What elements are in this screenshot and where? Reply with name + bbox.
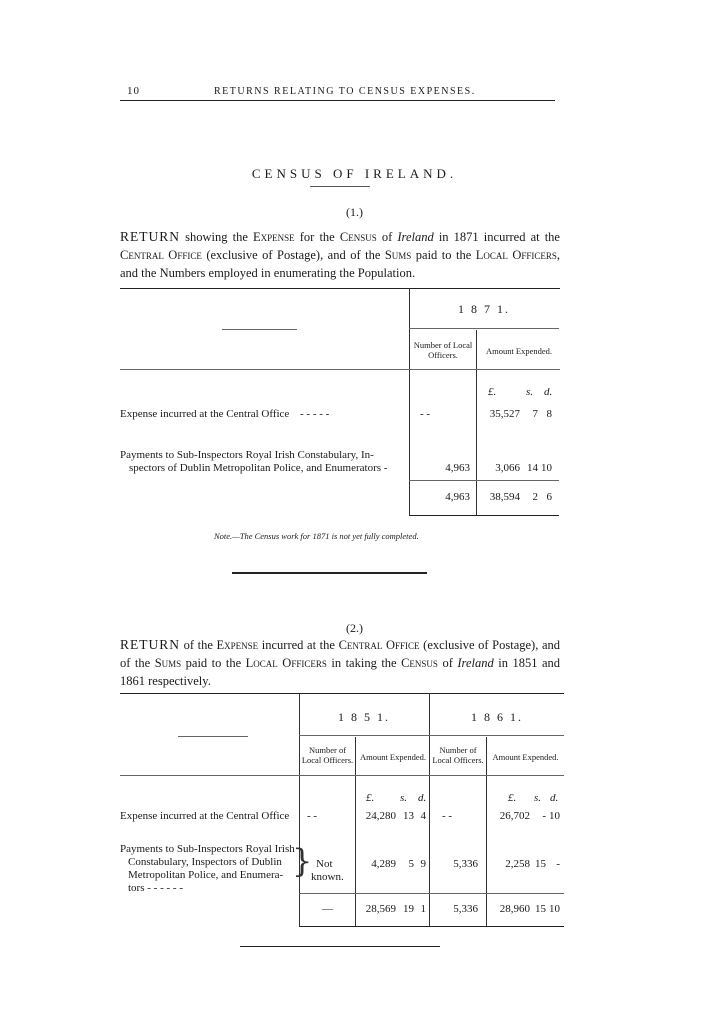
table1-row1-number: - - <box>420 408 431 420</box>
table2-total-n1851: — <box>322 903 333 915</box>
table2-row2-not-known-2: known. <box>311 871 344 883</box>
table2-vline-4 <box>486 737 487 926</box>
table1-top-rule <box>120 288 560 289</box>
table2-row2-l1851: 4,289 <box>371 858 396 870</box>
table1-row2-label-line1: Payments to Sub-Inspectors Royal Irish Constabulary, In- <box>120 449 374 461</box>
footer-rule <box>240 946 440 947</box>
table2-top-rule <box>120 693 564 694</box>
table2-col-amount-1861: Amount Expended. <box>492 752 559 762</box>
table1-stub-rule <box>222 329 297 330</box>
page-title: CENSUS OF IRELAND. <box>251 166 458 181</box>
table2-vline-2 <box>355 737 356 926</box>
table2-stub-rule <box>178 736 248 737</box>
table2-unit-s-1851: s. <box>400 792 408 804</box>
table2-total-l1851: 28,569 <box>365 903 396 915</box>
table2-row1-n1861: - - <box>442 810 453 822</box>
table1-total-rule <box>409 480 559 481</box>
table2-unit-d-1851: d. <box>418 792 427 804</box>
table1-vline-2 <box>476 330 477 516</box>
table2-total-s1851: 19 <box>403 903 414 915</box>
section1-number: (1.) <box>346 205 363 219</box>
table2-row2-label-line3: Metropolitan Police, and Enumera- <box>128 869 284 881</box>
title-rule <box>310 186 370 187</box>
section1-note: Note.—The Census work for 1871 is not yet fully completed. <box>214 531 419 541</box>
table2-year-1851: 1 8 5 1. <box>338 710 390 724</box>
table1-row2-l: 3,066 <box>495 462 520 474</box>
table1-vline-1 <box>409 288 410 516</box>
table2-row1-l1861: 26,702 <box>499 810 530 822</box>
table2-year-1861: 1 8 6 1. <box>471 710 523 724</box>
header-rule <box>120 100 555 101</box>
table2-vline-3 <box>429 693 430 926</box>
row2-brace: } <box>292 842 313 880</box>
table2-total-n1861: 5,336 <box>453 903 478 915</box>
table2-row2-n1861: 5,336 <box>453 858 478 870</box>
table2-row1-n1851: - - <box>307 810 318 822</box>
table2-header-rule <box>120 775 564 776</box>
table2-col-number-1861: Number of Local Officers. <box>432 745 484 765</box>
table2-row1-s1861: - <box>542 810 546 822</box>
table2-row2-not-known-1: Not <box>316 858 333 870</box>
table2-row2-d1851: 9 <box>420 858 426 870</box>
table1-row1-leaders: - - - - - <box>300 408 330 420</box>
table1-unit-s: s. <box>526 386 534 398</box>
table2-vline-1 <box>299 693 300 926</box>
table1-total-s: 2 <box>532 491 538 503</box>
table1-row2-number: 4,963 <box>445 462 470 474</box>
table1-row2-s: 14 <box>527 462 538 474</box>
table2-col-number-1851: Number of Local Officers. <box>301 745 354 765</box>
table1-col-amount: Amount Expended. <box>485 346 553 356</box>
table2-row2-label-line2: Constabulary, Inspectors of Dublin <box>128 856 282 868</box>
table1-year: 1 8 7 1. <box>458 302 510 316</box>
table2-total-d1851: 1 <box>420 903 426 915</box>
table1-total-d: 6 <box>546 491 552 503</box>
table1-row1-s: 7 <box>532 408 538 420</box>
table2-row2-d1861: - <box>556 858 560 870</box>
table2-col-amount-1851: Amount Expended. <box>359 752 427 762</box>
table2-row2-label-line1: Payments to Sub-Inspectors Royal Irish <box>120 843 295 855</box>
table1-row1-l: 35,527 <box>489 408 520 420</box>
table1-row2-label-line2: spectors of Dublin Metropolitan Police, and Enumerators - <box>129 462 388 474</box>
table2-bottom-rule <box>299 926 564 927</box>
table2-row1-d1851: 4 <box>420 810 426 822</box>
table2-row2-label-line4: tors - - - - - - <box>128 882 183 894</box>
table1-unit-d: d. <box>544 386 553 398</box>
table2-unit-l-1851: £. <box>366 792 375 804</box>
table2-total-d1861: 10 <box>549 903 560 915</box>
table1-year-rule <box>409 328 559 329</box>
table1-total-number: 4,963 <box>445 491 470 503</box>
table2-total-rule <box>299 893 564 894</box>
table2-total-s1861: 15 <box>535 903 546 915</box>
table2-unit-s-1861: s. <box>534 792 542 804</box>
table1-row2-d: 10 <box>541 462 552 474</box>
table2-row2-s1851: 5 <box>408 858 414 870</box>
table2-row1-s1851: 13 <box>403 810 414 822</box>
table2-row1-d1861: 10 <box>549 810 560 822</box>
table1-header-rule <box>120 369 560 370</box>
table1-total-l: 38,594 <box>489 491 520 503</box>
section2-number: (2.) <box>346 621 363 635</box>
table1-row1-label: Expense incurred at the Central Office <box>120 408 290 420</box>
page-number: 10 <box>127 85 140 97</box>
table2-row2-l1861: 2,258 <box>505 858 530 870</box>
table1-row1-d: 8 <box>546 408 552 420</box>
table2-unit-l-1861: £. <box>508 792 517 804</box>
table1-unit-l: £. <box>488 386 497 398</box>
running-title: RETURNS RELATING TO CENSUS EXPENSES. <box>214 86 476 97</box>
table2-row2-s1861: 15 <box>535 858 546 870</box>
section2-return-text: RETURN of the Expense incurred at the Central Office (exclusive of Postage), and of the Sums paid to the Local Officers in taking the Census of Ireland in 1851 and 1861 respectively. <box>120 637 560 688</box>
table2-year-rule <box>299 735 564 736</box>
table1-bottom-rule <box>409 515 559 516</box>
table1-col-number: Number of Local Officers. <box>413 340 473 360</box>
section-separator <box>232 572 427 574</box>
table2-unit-d-1861: d. <box>550 792 559 804</box>
table2-total-l1861: 28,960 <box>499 903 530 915</box>
table2-row1-l1851: 24,280 <box>365 810 396 822</box>
section1-return-text: RETURN showing the Expense for the Census of Ireland in 1871 incurred at the Central Office (exclusive of Postage), and of the Sums paid to the Local Officers, and the Numbers employed in enumerating the Population. <box>120 229 560 280</box>
table2-row1-label: Expense incurred at the Central Office <box>120 810 290 822</box>
